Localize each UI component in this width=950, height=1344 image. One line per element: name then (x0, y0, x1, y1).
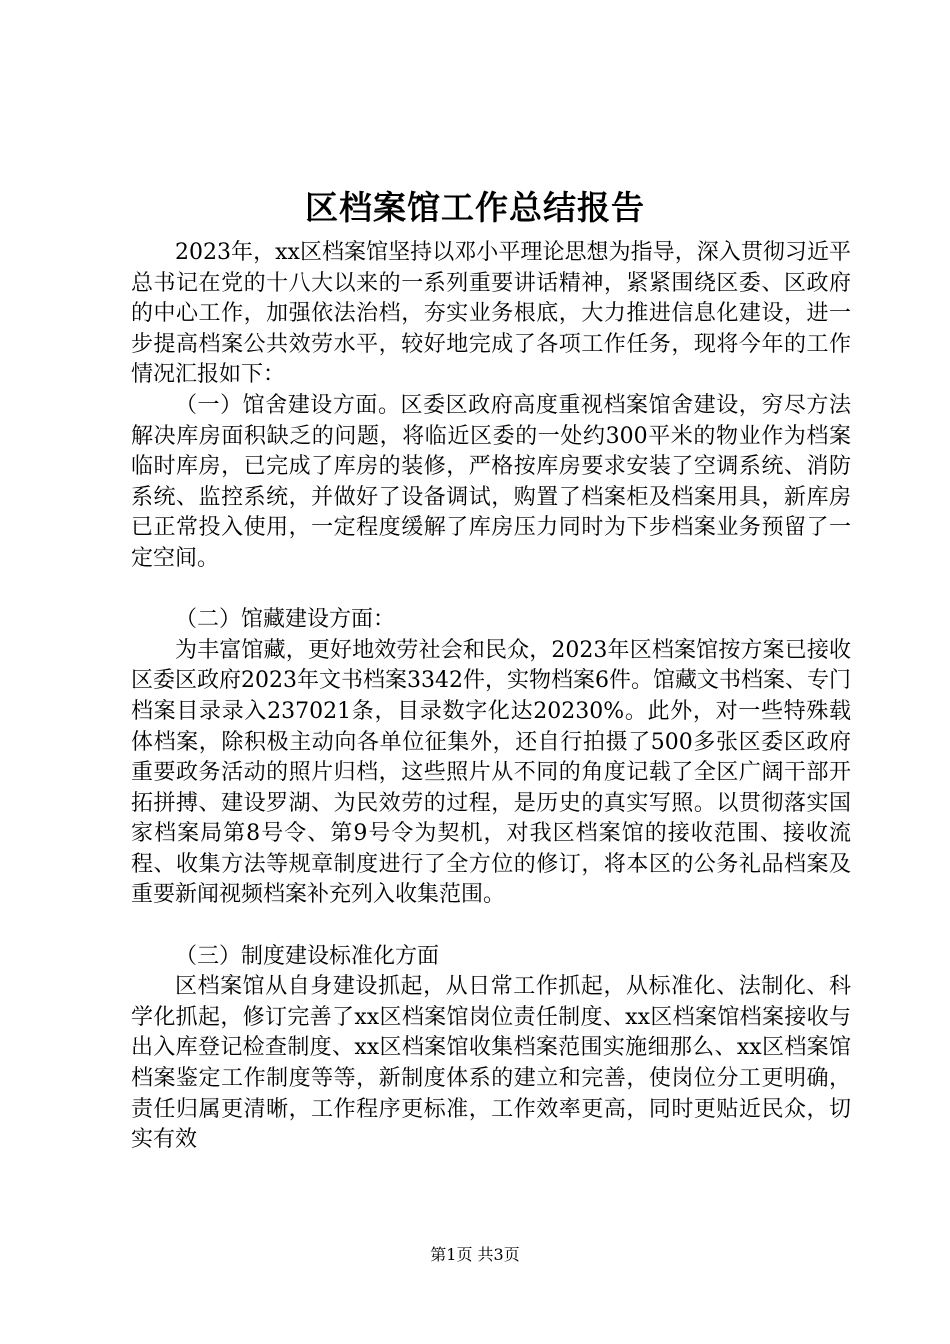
section-1-paragraph: （一）馆舍建设方面。区委区政府高度重视档案馆舍建设，穷尽方法解决库房面积缺乏的问题，将临近区委的一处约300平米的物业作为档案临时库房，已完成了库房的装修，严格按库房要求安装了空调系统、消防系统、监控系统，并做好了设备调试，购置了档案柜及档案用具，新库房已正常投入使用，一定程度缓解了库房压力同时为下步档案业务预留了一定空间。 (131, 392, 851, 571)
page-footer: 第1页 共3页 (430, 1245, 520, 1264)
section-3-heading: （三）制度建设标准化方面 (175, 943, 440, 969)
section-2-heading: （二）馆藏建设方面： (175, 607, 396, 633)
intro-paragraph: 2023年，xx区档案馆坚持以邓小平理论思想为指导，深入贯彻习近平总书记在党的十八大以来的一系列重要讲话精神，紧紧围绕区委、区政府的中心工作，加强依法治档，夯实业务根底，大力推进信息化建设，进一步提高档案公共效劳水平，较好地完成了各项工作任务，现将今年的工作情况汇报如下： (131, 240, 851, 388)
section-3-paragraph: 区档案馆从自身建设抓起，从日常工作抓起，从标准化、法制化、科学化抓起，修订完善了xx区档案馆岗位责任制度、xx区档案馆档案接收与出入库登记检查制度、xx区档案馆收集档案范围实施细那么、xx区档案馆档案鉴定工作制度等等，新制度体系的建立和完善，使岗位分工更明确，责任归属更清晰，工作程序更标准，工作效率更高，同时更贴近民众，切实有效 (131, 974, 851, 1153)
document-body (131, 238, 851, 1156)
document-title: 区档案馆工作总结报告 (305, 188, 645, 227)
paragraph-spacer (131, 575, 851, 606)
section-2-paragraph: 为丰富馆藏，更好地效劳社会和民众，2023年区档案馆按方案已接收区委区政府2023年文书档案3342件，实物档案6件。馆藏文书档案、专门档案目录录入237021条，目录数字化达20230%。此外，对一些特殊载体档案，除积极主动向各单位征集外，还自行拍摄了500多张区委区政府重要政务活动的照片归档，这些照片从不同的角度记载了全区广阔干部开拓拼搏、建设罗湖、为民效劳的过程，是历史的真实写照。以贯彻落实国家档案局第8号令、第9号令为契机，对我区档案馆的接收范围、接收流程、收集方法等规章制度进行了全方位的修订，将本区的公务礼品档案及重要新闻视频档案补充列入收集范围。 (131, 637, 851, 908)
paragraph-spacer (131, 911, 851, 942)
